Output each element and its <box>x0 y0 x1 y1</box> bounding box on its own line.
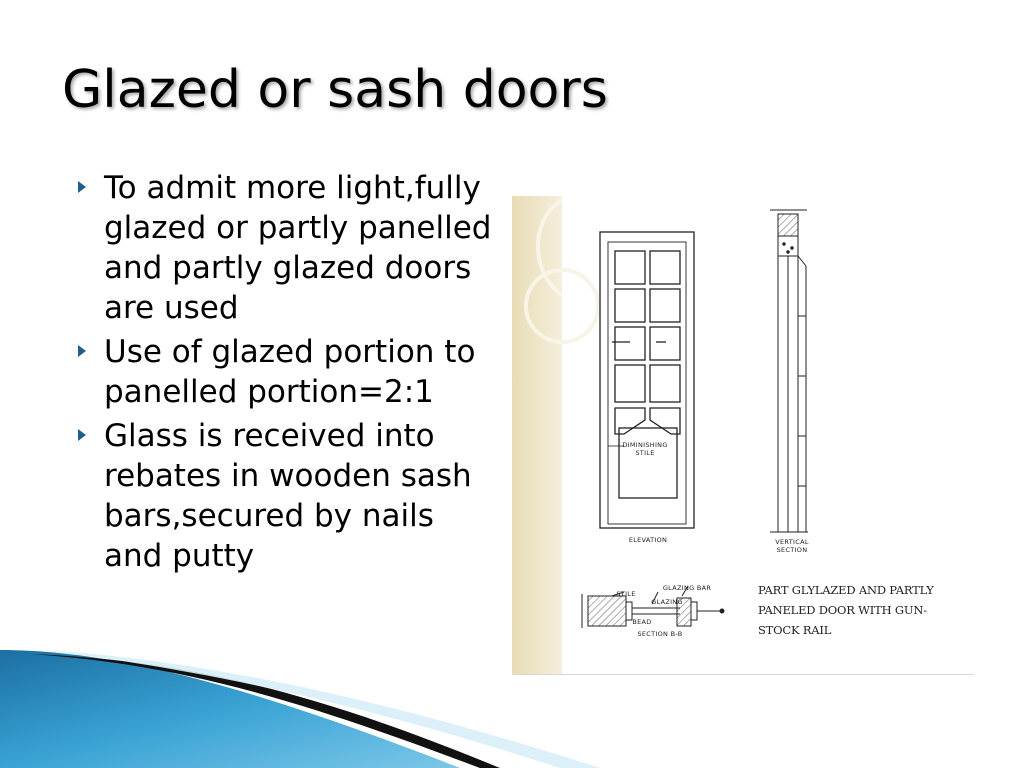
label-vertical-section: VERTICAL SECTION <box>775 538 809 554</box>
label-elevation: ELEVATION <box>628 536 668 544</box>
bullet-text: Use of glazed portion to panelled portion=2:1 <box>104 334 476 410</box>
bullet-text: To admit more light,fully glazed or partly panelled and partly glazed doors are used <box>104 170 492 326</box>
label-bead: BEAD <box>632 618 652 626</box>
figure-caption: PART GLYLAZED AND PARTLY PANELED DOOR WITH GUN-STOCK RAIL <box>758 583 934 637</box>
label-stile: STILE <box>616 590 636 598</box>
label-glazing: GLAZING <box>651 598 683 606</box>
label-diminishing-stile: DIMINISHING STILE <box>622 441 668 457</box>
label-glazing-bar: GLAZING BAR <box>662 584 712 592</box>
slide-title: Glazed or sash doors <box>62 60 608 120</box>
label-section-bb: SECTION B-B <box>637 630 683 638</box>
bullet-text: Glass is received into rebates in wooden sash bars,secured by nails and putty <box>104 418 472 574</box>
